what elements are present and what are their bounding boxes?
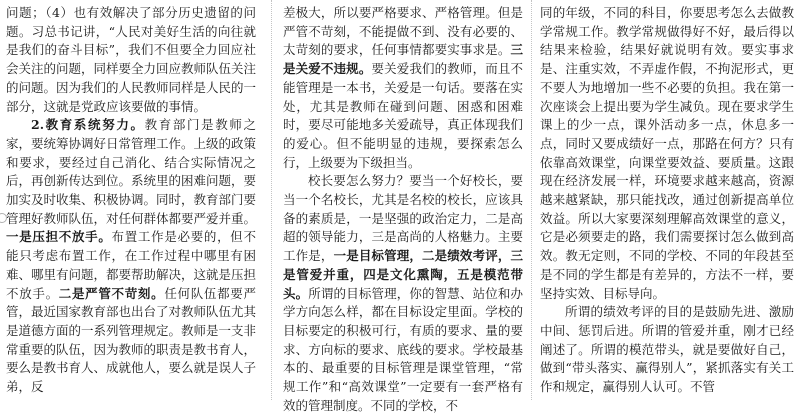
column-divider bbox=[271, 0, 272, 400]
bold-heading-run: 三是关爱不违规。 bbox=[283, 42, 523, 77]
text-run: 差极大，所以要严格要求、严格管理。但是严管不苛刻，不能提做不到、没有必要的、太苛刻的要求，任何事情都要实事求是。 bbox=[283, 5, 523, 58]
paragraph bbox=[283, 4, 523, 172]
bold-heading-run: 一是目标管理，二是绩效考评，三是管爱并重，四是文化熏陶，五是模范带头。 bbox=[283, 248, 523, 301]
text-run: 同的年级，不同的科目，你要思考怎么去做教学常规工作。教学常规做得好不好，最后得以结果来检验，结果好就说明有效。要实事求是、注重实效，不弄虚作假，不拘泥形式，更不要人为地增加一些不必要的负担。我在第一次座谈会上提出要为学生减负。现在要求学生课上的少一点，课外活动多一点，休息多一点，同时又要成绩好一点，那路在何方？只有依靠高效课堂，向课堂要效益、要质量。这跟现在经济发展一样，环境要求越来越高，资源越来越紧缺，那只能找改，通过创新提高单位效益。所以大家要深刻理解高效课堂的意义，它是必须要走的路，我们需要探讨怎么做到高效。教无定则，不同的学校、不同的年段甚至是不同的学生都是有差异的，方法不一样，要坚持实效、目标导向。 bbox=[540, 5, 794, 301]
text-run: 问题；（4）也有效解决了部分历史遗留的问题。习总书记讲，“人民对美好生活的向往就是我们的奋斗目标”，我们不但要全力回应社会关注的问题，同样要全力回应教师队伍关注的问题。因为我们的人民教师同样是人民的一部分，这就是党政应该要做的事情。 bbox=[6, 5, 256, 114]
paragraph bbox=[6, 116, 256, 397]
text-run: 教育部门是教师之家，要统筹协调好日常管理工作。上级的政策和要求，要经过自己消化、结合实际情况之后，再创新传达到位。系统里的困难问题，要加实及时收集、积极协调。同时，教育部门要管理好教师队伍，对任何群体都要严爱并重。 bbox=[6, 117, 256, 226]
paragraph bbox=[283, 172, 523, 415]
paragraph bbox=[6, 4, 256, 116]
text-column-middle bbox=[283, 4, 523, 415]
paragraph bbox=[540, 303, 794, 397]
bold-heading-run: 二是严管不苛刻。 bbox=[58, 285, 165, 301]
text-column-right bbox=[540, 4, 794, 397]
text-column-left bbox=[6, 4, 256, 397]
text-run: 校长要怎么努力？要当一个好校长，要当一个名校长，尤其是名校的校长，应该具备的素质是，一是坚强的政治定力，二是高超的领导能力，三是高尚的人格魅力。主要工作是， bbox=[283, 173, 523, 264]
text-run: 所谓的目标管理，你的智慧、站位和办学方向怎么样，都在目标设定里面。学校的目标要定的积极可行，有质的要求、量的要求、方向标的要求、底线的要求。学校最基本的、最重要的目标管理是课堂管理，“常规工作”和“高效课堂”一定要有一套严格有效的管理制度。不同的学校，不 bbox=[283, 285, 523, 413]
text-run: 任何队伍都要严管，最近国家教育部也出台了对教师队伍尤其是道德方面的一系列管理规定。教师是一支非常重要的队伍，因为教师的职责是教书育人，要么是教书育人、成就他人，要么就是误人子弟，反 bbox=[6, 285, 256, 395]
bold-heading-run: 2.教育系统努力。 bbox=[31, 117, 145, 133]
column-divider bbox=[531, 0, 532, 400]
text-run: 要关爱我们的教师，而且不能管理是一本书，关爱是一句话。要落在实处，尤其是教师在碰到问题、困惑和困难时，要尽可能地多关爱疏导，真正体现我们的爱心。但不能明显的违规，要探索怎么行，上级要为下级担当。 bbox=[283, 61, 523, 170]
bold-heading-run: 一是压担不放手。 bbox=[6, 229, 112, 245]
paragraph bbox=[540, 4, 794, 303]
text-run: 布置工作是必要的，但不能只考虑布置工作，在工作过程中哪里有困难、哪里有问题，都要帮助解决，这就是压担不放手。 bbox=[6, 229, 256, 301]
text-run: 所谓的绩效考评的目的是鼓励先进、激励中间、惩罚后进。所谓的管爱并重，刚才已经阐述了。所谓的模范带头，就是要做好自己，做到“带头落实、赢得别人”，紧抓落实有关工作和规定，赢得别人认可。不管 bbox=[540, 304, 794, 395]
